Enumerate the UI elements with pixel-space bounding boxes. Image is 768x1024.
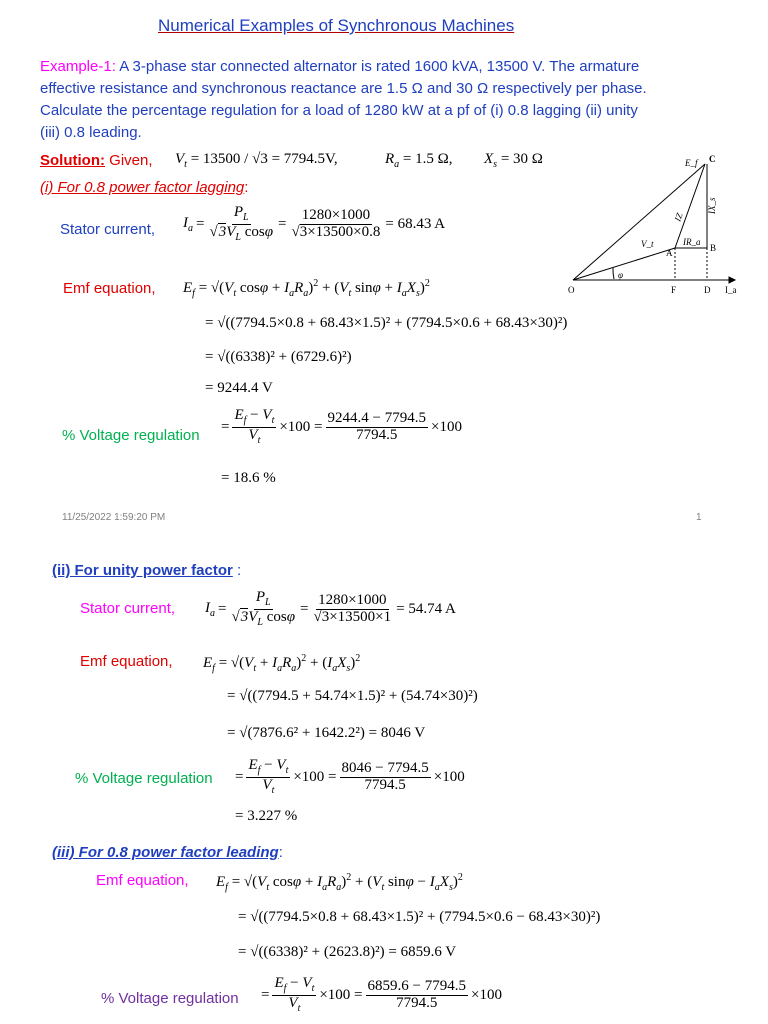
part2-emf-line2: = √((7794.5 + 54.74×1.5)² + (54.74×30)²) (227, 688, 478, 704)
part2-emf-line1: $E_f = √(V_t + I_aR_a)^2 + (I_aX_s)^2$ (203, 653, 361, 674)
part1-heading-row (40, 177, 248, 199)
label-phi: φ (618, 270, 623, 280)
part2-ia-den: √3×13500×1 (313, 608, 392, 625)
part2-emf-line3: = √(7876.6² + 1642.2²) = 8046 V (227, 725, 426, 741)
label-ia: I_a (725, 285, 737, 295)
part1-emf-line4: = 9244.4 V (205, 380, 273, 396)
part2-vr-result: = 3.227 % (235, 808, 298, 824)
part2-ia-result: = 54.74 A (396, 600, 456, 617)
ra-given: $R_a = 1.5$ Ω, (385, 151, 453, 170)
part2-ia-num: 1280×1000 (318, 591, 387, 608)
part3-vr-num: 6859.6 − 7794.5 (367, 977, 466, 994)
part1-ia-num: 1280×1000 (301, 206, 371, 223)
part2-vr-label: % Voltage regulation (75, 770, 213, 787)
part1-vr-den: 7794.5 (356, 426, 398, 443)
part1-vr-num: 9244.4 − 7794.5 (327, 409, 426, 426)
part3-emf-line2: = √((7794.5×0.8 + 68.43×1.5)² + (7794.5×0.6 − 68.43×30)²) (238, 909, 601, 925)
example-1-text (40, 56, 639, 78)
part1-vr-equation: = $\frac{E_f - V_t}{V_t}$ ×100 = $\frac{9244.4 - 7794.5}{7794.5}$ ×100 (221, 407, 462, 446)
phi-arc (613, 268, 614, 279)
part2-stator-label: Stator current, (80, 600, 176, 617)
ef-phasor (573, 164, 705, 280)
label-iz: IZ (672, 211, 685, 223)
given-label: Given, (109, 152, 153, 169)
page-title: Numerical Examples of Synchronous Machines (158, 16, 515, 35)
part3-heading-row (52, 842, 283, 864)
label-a: A (666, 248, 673, 258)
part2-vr-num: 8046 − 7794.5 (341, 759, 429, 776)
label-ira: IR_a (683, 237, 701, 247)
example-line-2: effective resistance and synchronous reactance are 1.5 Ω and 30 Ω respectively per phase. (40, 80, 647, 97)
vt-given: $V_t = 13500 / √3 = 7794.5V$, (175, 151, 338, 170)
part1-heading: (i) For 0.8 power factor lagging (40, 179, 245, 196)
part1-colon: : (244, 179, 249, 196)
footer-page-number: 1 (696, 512, 702, 523)
part1-ia-result: = 68.43 A (385, 215, 446, 232)
vt-given-value: = 13500 / √3 = 7794.5V, (190, 151, 338, 167)
part2-vr-equation: = $\frac{E_f - V_t}{V_t}$ ×100 = $\frac{8046 - 7794.5}{7794.5}$ ×100 (235, 757, 465, 796)
part1-emf-line1: $E_f = √(V_t$ $\cos\varphi + I_aR_a)^2 + (V_t$ $\sin\varphi + I_aX_s)^2$ (183, 278, 430, 299)
vt-phasor (573, 248, 675, 280)
part3-emf-line3: = √((6338)² + (2623.8)²) = 6859.6 V (238, 944, 457, 960)
part1-stator-label: Stator current, (60, 221, 156, 238)
part3-vr-den: 7794.5 (396, 994, 438, 1011)
footer-timestamp: 11/25/2022 1:59:20 PM (62, 512, 166, 523)
label-d: D (704, 285, 711, 295)
part3-emf-label: Emf equation, (96, 872, 189, 889)
part1-stator-equation: $I_a$ = $\frac{P_L}{√3V_L \cos\varphi}$ = $\frac{1280\times 1000}{√3\times 13500\times 0.8}$ = 68.43 A (183, 204, 446, 243)
part2-stator-equation: $I_a$ = $\frac{P_L}{√3V_L \cos\varphi}$ = $\frac{1280\times 1000}{√3\times 13500\times 1}$ = 54.74 A (205, 589, 456, 628)
part3-vr-label: % Voltage regulation (101, 990, 239, 1007)
label-f: F (671, 285, 677, 295)
part2-emf-label: Emf equation, (80, 653, 173, 670)
part3-emf-line1: $E_f = √(V_t$ $\cos\varphi + I_aR_a)^2 + (V_t$ $\sin\varphi - I_aX_s)^2$ (216, 872, 463, 893)
phasor-diagram (565, 152, 740, 298)
ra-given-value: = 1.5 Ω, (402, 151, 453, 167)
part1-vr-result: = 18.6 % (221, 470, 276, 486)
part3-vr-equation: = $\frac{E_f - V_t}{V_t}$ ×100 = $\frac{6859.6 - 7794.5}{7794.5}$ ×100 (261, 975, 502, 1014)
example-label: Example-1: (40, 58, 116, 75)
example-line-1: A 3-phase star connected alternator is rated 1600 kVA, 13500 V. The armature (115, 58, 640, 75)
part3-heading: (iii) For 0.8 power factor leading (52, 844, 279, 861)
part2-vr-den: 7794.5 (364, 776, 406, 793)
label-vt: V_t (641, 239, 654, 249)
part2-colon: : (232, 562, 242, 579)
example-line-4: (iii) 0.8 leading. (40, 124, 142, 141)
part3-colon: : (278, 844, 283, 861)
label-o: O (568, 285, 575, 295)
label-ef: E_f (685, 158, 698, 168)
part1-ia-den: √3×13500×0.8 (291, 223, 381, 240)
label-c: C (709, 154, 716, 164)
xs-given: $X_s = 30$ Ω (484, 151, 543, 170)
label-b: B (710, 243, 717, 253)
example-line-3: Calculate the percentage regulation for a load of 1280 kW at a pf of (i) 0.8 lagging (ii) unity (40, 102, 638, 119)
part1-emf-line3: = √((6338)² + (6729.6)²) (205, 349, 352, 365)
xs-given-value: = 30 Ω (500, 151, 543, 167)
part1-vr-label: % Voltage regulation (62, 427, 200, 444)
axis-ia-arrow-icon (729, 277, 735, 283)
part1-emf-line2: = √((7794.5×0.8 + 68.43×1.5)² + (7794.5×0.6 + 68.43×30)²) (205, 315, 568, 331)
part2-heading: (ii) For unity power factor (52, 562, 233, 579)
part2-heading-row (52, 560, 241, 582)
label-ixs: IX_s (707, 197, 717, 214)
solution-label: Solution: (40, 152, 105, 169)
solution-line (40, 150, 153, 172)
part1-emf-label: Emf equation, (63, 280, 156, 297)
